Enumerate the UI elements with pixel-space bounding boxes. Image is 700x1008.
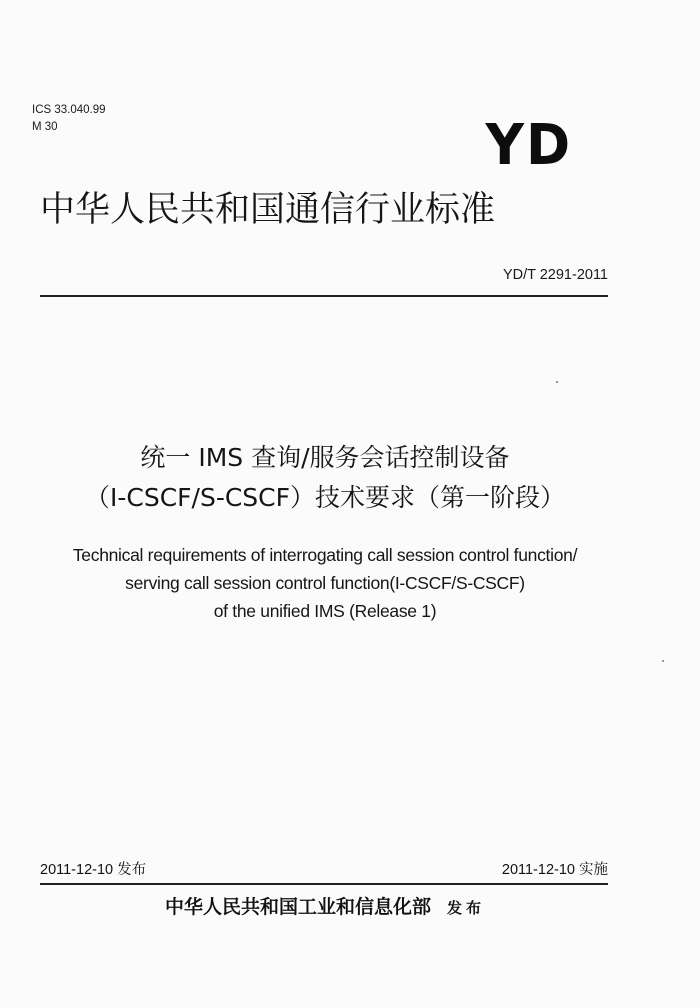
scan-speck — [556, 381, 558, 383]
standard-number: YD/T 2291-2011 — [502, 267, 608, 283]
ics-code: ICS 33.040.99 — [32, 104, 106, 116]
standard-type-title: 中华人民共和国通信行业标准 — [40, 190, 496, 230]
yd-logo: YD — [485, 113, 572, 178]
publisher — [0, 893, 650, 922]
chinese-title-line-2: （I-CSCF/S-CSCF）技术要求（第一阶段） — [84, 483, 566, 512]
chinese-title — [0, 438, 650, 518]
english-title-line-3: of the unified IMS (Release 1) — [213, 601, 437, 621]
ccs-code: M 30 — [32, 121, 58, 133]
scan-speck — [662, 660, 664, 662]
chinese-title-line-1: 统一 IMS 查询/服务会话控制设备 — [140, 443, 510, 472]
bottom-divider — [40, 883, 608, 885]
top-divider — [40, 295, 608, 297]
english-title-line-1: Technical requirements of interrogating call session control function/ — [72, 545, 578, 565]
english-title — [0, 541, 650, 625]
classification-codes — [32, 102, 106, 136]
publisher-name: 中华人民共和国工业和信息化部 — [164, 896, 431, 918]
implementation-date: 2011-12-10 实施 — [501, 862, 608, 878]
publisher-suffix: 发布 — [447, 899, 486, 917]
issue-date: 2011-12-10 发布 — [40, 862, 147, 878]
english-title-line-2: serving call session control function(I-CSCF/S-CSCF) — [125, 573, 525, 593]
